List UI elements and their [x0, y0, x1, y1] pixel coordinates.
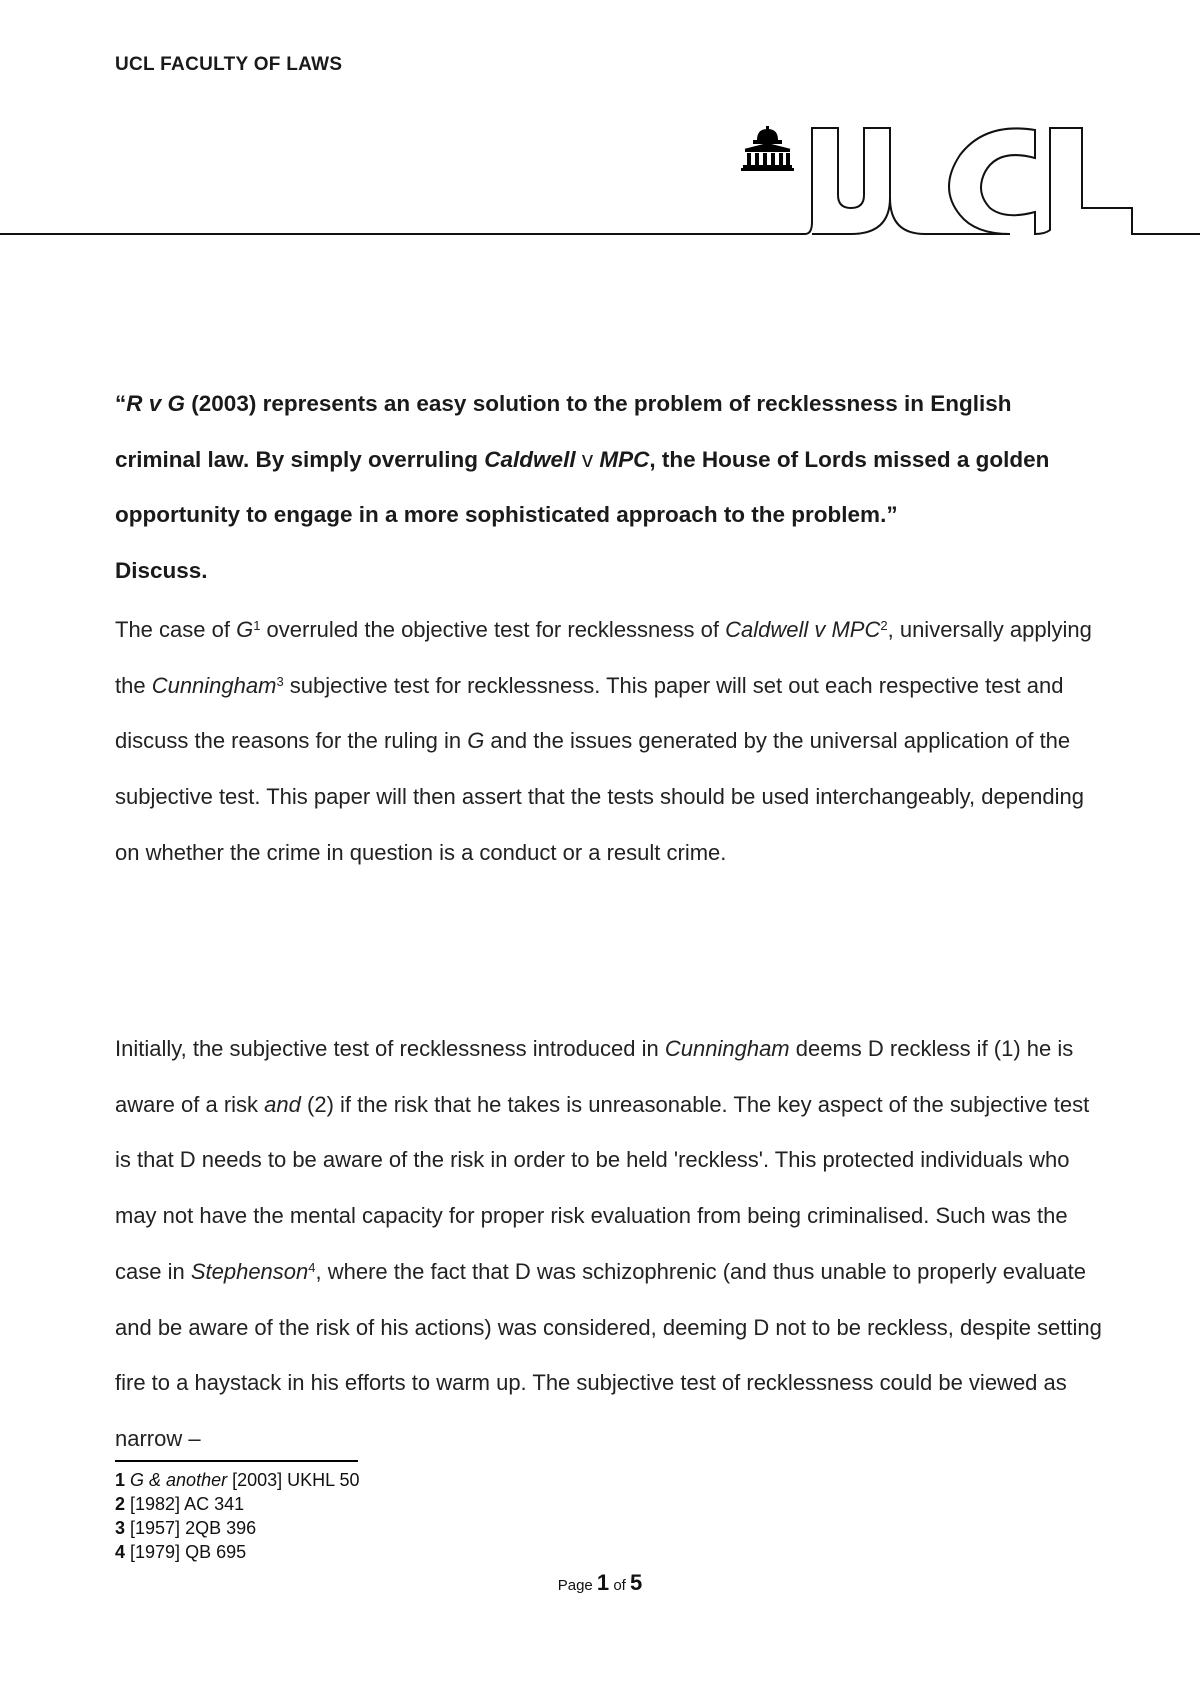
footnote-1: 1 G & another [2003] UKHL 50 — [115, 1470, 360, 1490]
faculty-header: UCL FACULTY OF LAWS — [115, 54, 343, 75]
footnote-ref-2: 2 — [880, 618, 888, 633]
footnote-ref-1: 1 — [253, 618, 261, 633]
footnote-3: 3 [1957] 2QB 396 — [115, 1518, 257, 1538]
essay-question: “R v G (2003) represents an easy solution to the problem of recklessness in English criminal law. By simply overruling Caldwell v MPC, the House of Lords missed a golden opportunity to engage in a more sophisticated approach to the problem.” Discuss. — [115, 391, 1050, 583]
discuss-label: Discuss. — [115, 557, 208, 583]
page-number: Page 1 of 5 — [557, 1570, 643, 1595]
ucl-logo — [0, 110, 1200, 240]
ucl-outline — [0, 128, 1200, 234]
paragraph-1: The case of $G^1$ overruled the objective test for recklessness of Caldwell v MPC$^2$, universally applying the Cunningham$^3$ subjective test for recklessness. This paper will set out each respective test and discuss the reasons for the ruling in G and the issues generated by the universal application of the subjective test. This paper will then assert that the tests should be used interchangeably, depending on whether the crime in question is a conduct or a result crime. — [115, 617, 1092, 865]
footnote-2: 2 [1982] AC 341 — [115, 1494, 245, 1514]
footnote-ref-4: 4 — [308, 1259, 316, 1275]
portico-icon — [741, 126, 794, 171]
footnote-ref-3: 3 — [276, 673, 284, 689]
footnote-separator — [115, 1460, 358, 1462]
footnotes — [115, 1468, 360, 1564]
paragraph-2: Initially, the subjective test of recklessness introduced in Cunningham deems D reckless if (1) he is aware of a risk and (2) if the risk that he takes is unreasonable. The key aspect of the subjective test is that D needs to be aware of the risk in order to be held 'reckless'. This protected individuals who may not have the mental capacity for proper risk evaluation from being criminalised. Such was the case in Stephenson$^4$, where the fact that D was schizophrenic (and thus unable to properly evaluate and be aware of the risk of his actions) was considered, deeming D not to be reckless, despite setting fire to a haystack in his efforts to warm up. The subjective test of recklessness could be viewed as narrow – — [115, 1036, 1102, 1451]
footnote-4: 4 [1979] QB 695 — [115, 1542, 247, 1562]
